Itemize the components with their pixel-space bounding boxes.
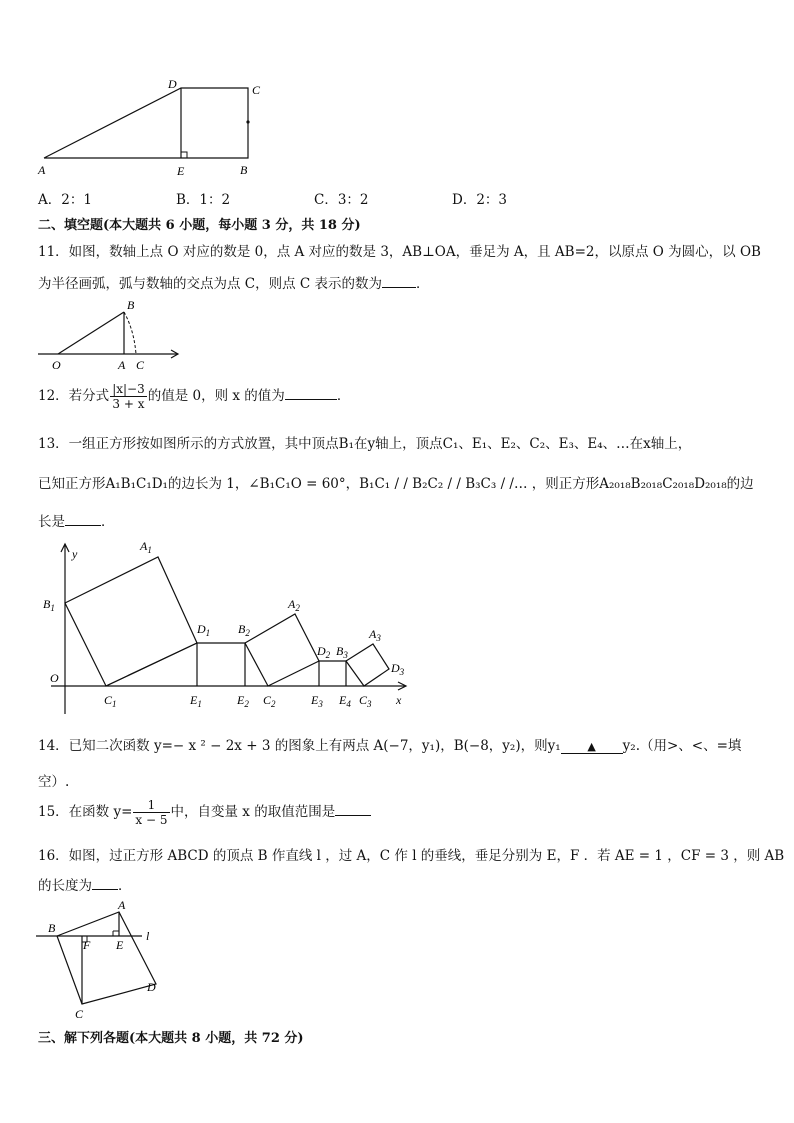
q11-line2: 为半径画弧，弧与数轴的交点为点 C，则点 C 表示的数为 ． [38,276,430,292]
fig16-label-l: l [146,929,150,943]
fig13-label-a2: $A_2$ [288,597,300,613]
fig10-label-a: A [38,163,46,177]
choice-c: C．3：2 [314,192,369,208]
q13-line1: 13．一组正方形按如图所示的方式放置，其中顶点B₁在y轴上，顶点C₁、E₁、E₂、C₂、E₃、E₄、…在x轴上， [38,436,692,452]
q16-line2: 的长度为 ． [38,878,132,894]
fig16-label-f: F [83,938,91,952]
choice-b: B．1：2 [176,192,231,208]
fig13-label-b2: $B_2$ [238,622,250,638]
q14-answer-blank[interactable]: ▲ [561,741,623,754]
fig13-label-a1: $A_1$ [140,539,152,555]
fig11-label-c: C [136,358,145,372]
fig13-label-c1: $C_1$ [104,693,117,709]
fig11-label-b: B [127,298,135,312]
figure-q13 [36,536,416,714]
fig16-label-e: E [116,938,124,952]
q14-line2: 空）. [38,774,70,790]
choice-a: A．2：1 [38,192,92,208]
figure-q11 [30,296,190,376]
fig11-label-a: A [118,358,126,372]
q13-line2: 已知正方形A₁B₁C₁D₁的边长为 1，∠B₁C₁O = 60°，B₁C₁ / / B₂C₂ / / B₃C₃ / /… ，则正方形A₂₀₁₈B₂₀₁₈C₂₀₁₈D₂₀₁₈的边 [38,476,754,492]
fig13-label-e1: $E_1$ [190,693,202,709]
q11-answer-blank[interactable] [382,275,416,288]
fig13-label-e3: $E_3$ [311,693,323,709]
fig13-label-y: y [72,547,78,561]
section2-heading: 二、填空题(本大题共 6 小题，每小题 3 分，共 18 分) [38,218,361,233]
fig13-label-e2: $E_2$ [237,693,249,709]
fig13-label-b1: $B_1$ [43,597,55,613]
figure-q10 [30,75,270,180]
fig10-label-e: E [177,164,185,178]
fig13-label-o: O [50,671,59,685]
fig13-label-x: x [396,693,402,707]
q13-answer-blank[interactable] [65,513,101,526]
q14-line1: 14．已知二次函数 y=− x ² − 2x + 3 的图象上有两点 A(−7，y₁)，B(−8，y₂)，则y₁ ▲ y₂.（用>、<、=填 [38,738,742,754]
fig13-label-d1: $D_1$ [197,622,211,638]
fig13-label-b3: $B_3$ [336,644,348,660]
choice-d: D．2：3 [452,192,508,208]
q16-line1: 16．如图，过正方形 ABCD 的顶点 B 作直线 l ，过 A，C 作 l 的垂线，垂足分别为 E，F ．若 AE = 1 ，CF = 3 ，则 AB [38,848,785,864]
fig10-label-b: B [240,163,248,177]
fig16-label-b: B [48,921,56,935]
fig13-label-a3: $A_3$ [369,627,381,643]
fig10-label-c: C [252,83,261,97]
q12-answer-blank[interactable] [285,387,337,400]
fig13-label-c3: $C_3$ [359,693,372,709]
q16-answer-blank[interactable] [92,877,118,890]
fig11-label-o: O [52,358,61,372]
q12-line: 12．若分式 $\frac{|x|-3}{3 + x}$ 的值是 0，则 x 的值为 ． [38,382,351,411]
q12-fraction: $\frac{|x|-3}{3 + x}$ [112,382,145,411]
fig16-label-a: A [118,898,126,912]
fig13-label-e4: $E_4$ [339,693,351,709]
q11-line1: 11．如图，数轴上点 O 对应的数是 0，点 A 对应的数是 3，AB⊥OA，垂足为 A，且 AB=2，以原点 O 为圆心，以 OB [38,244,761,260]
fig10-label-d: D [168,77,177,91]
q15-fraction: $\frac{1}{x - 5}$ [135,798,168,827]
fig13-label-d3: $D_3$ [391,661,405,677]
q15-line: 15．在函数 y= $\frac{1}{x - 5}$ 中，自变量 x 的取值范围是 [38,798,371,827]
figure-q16 [34,898,164,1022]
q13-line3: 长是 ． [38,514,115,530]
q15-answer-blank[interactable] [335,803,371,816]
fig13-label-d2: $D_2$ [317,644,331,660]
fig16-label-c: C [75,1007,84,1021]
fig13-label-c2: $C_2$ [263,693,276,709]
fig16-label-d: D [147,980,156,994]
section3-heading: 三、解下列各题(本大题共 8 小题，共 72 分) [38,1031,304,1046]
